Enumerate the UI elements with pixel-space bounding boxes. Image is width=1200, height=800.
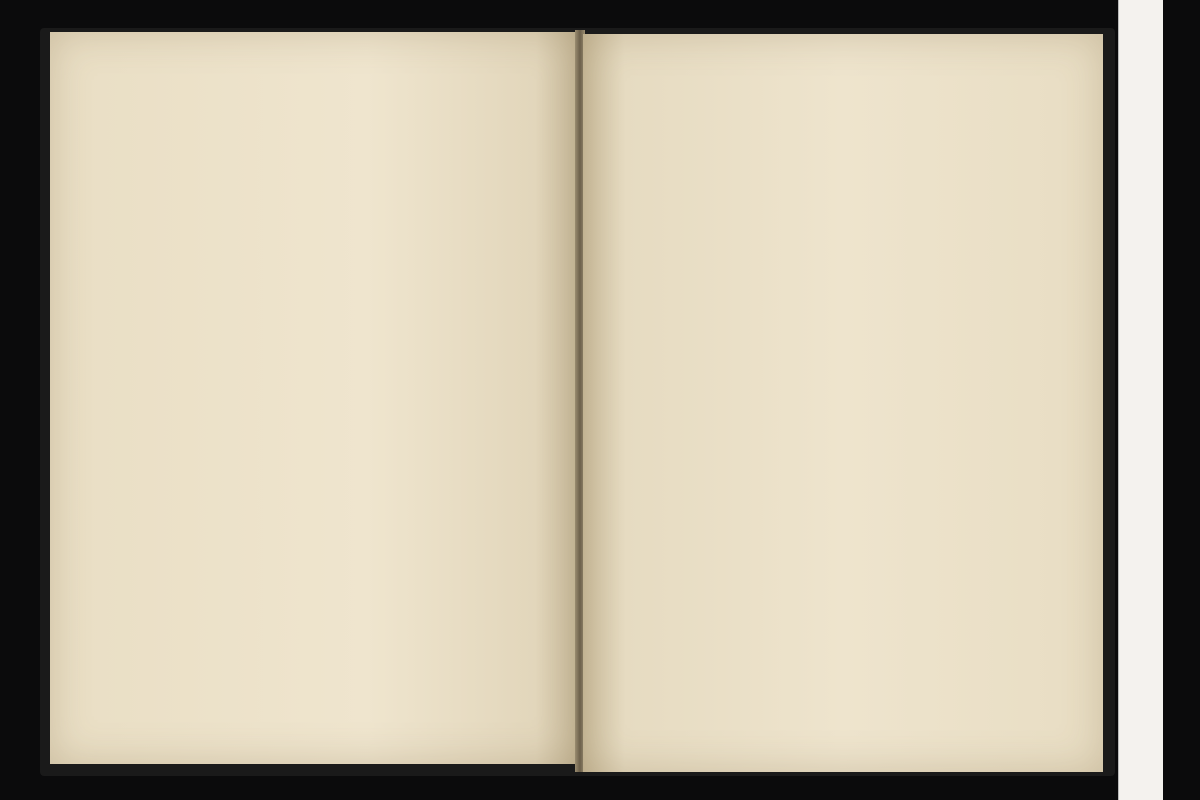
left-page	[50, 32, 578, 764]
right-page	[583, 34, 1103, 772]
measurement-ruler	[1118, 0, 1163, 800]
